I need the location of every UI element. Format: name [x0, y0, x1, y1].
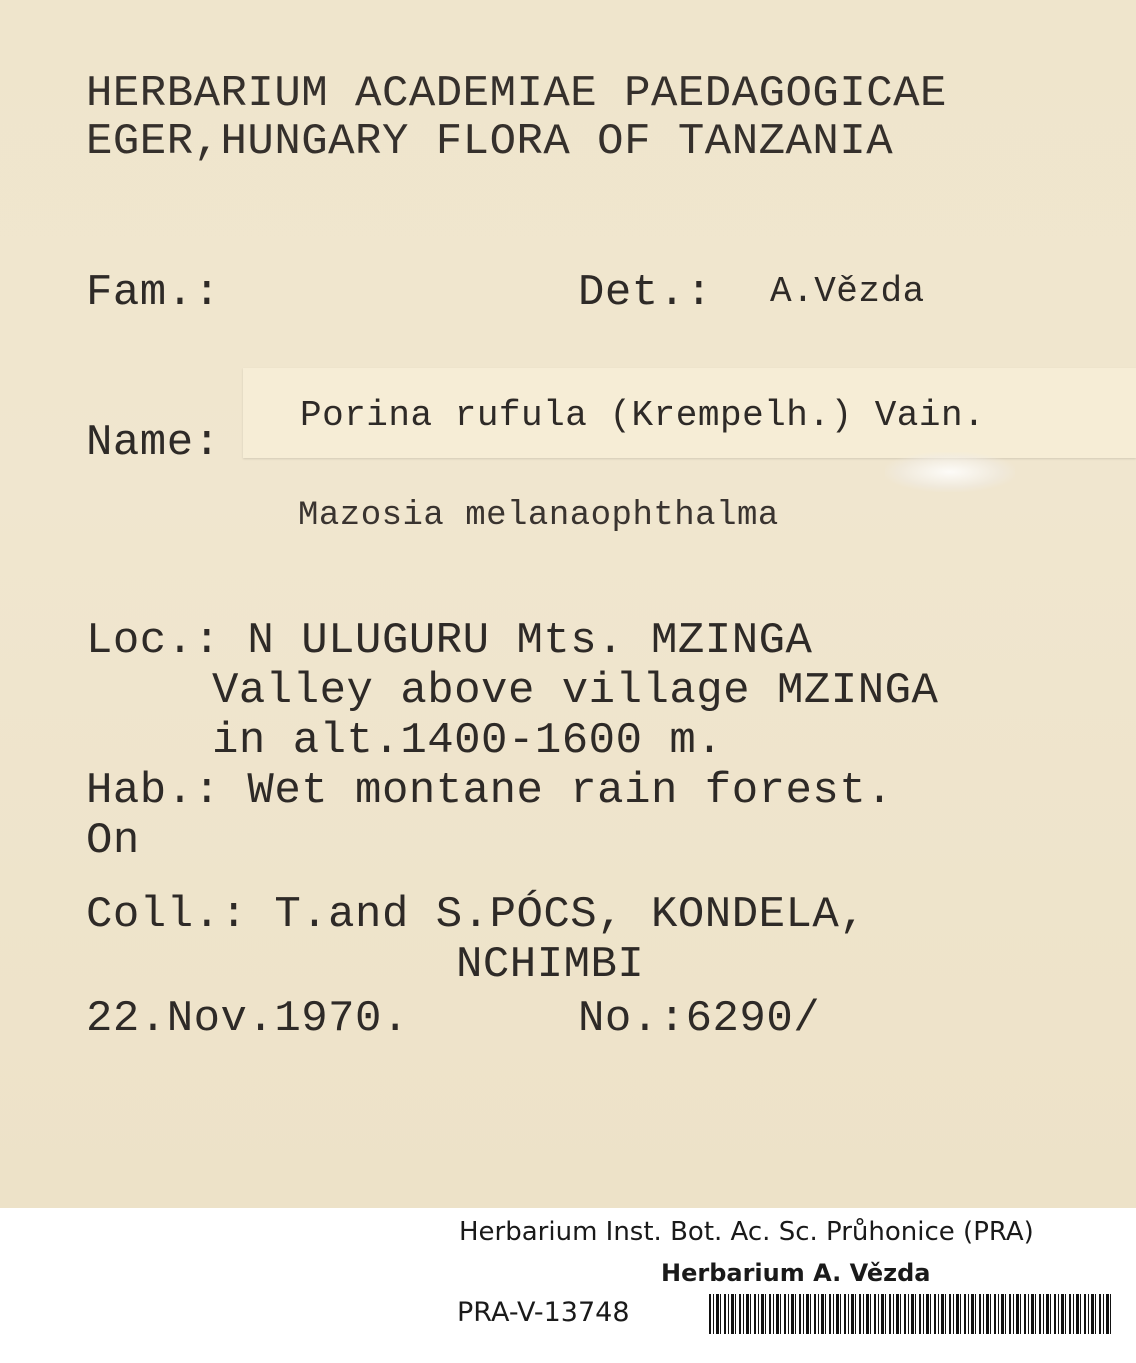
hab-line: Hab.: Wet montane rain forest. — [86, 766, 894, 816]
coll-line-1: Coll.: T.and S.PÓCS, KONDELA, — [86, 890, 867, 940]
collection-number: No.:6290/ — [578, 994, 821, 1044]
synonym: Mazosia melanaophthalma — [298, 497, 779, 535]
name-value: Porina rufula (Krempelh.) Vain. — [300, 395, 986, 436]
on-line: On — [86, 816, 140, 866]
coll-line-2: NCHIMBI — [456, 940, 645, 990]
loc-line-3: in alt.1400-1600 m. — [212, 716, 724, 766]
header-line-1: HERBARIUM ACADEMIAE PAEDAGOGICAE — [86, 69, 947, 119]
header-line-2: EGER,HUNGARY FLORA OF TANZANIA — [86, 117, 894, 167]
loc-line-1: Loc.: N ULUGURU Mts. MZINGA — [86, 616, 813, 666]
det-value: A.Vězda — [770, 271, 925, 312]
correction-smudge — [885, 452, 1015, 492]
name-label: Name: — [86, 418, 221, 468]
collection-name: Herbarium A. Vězda — [661, 1259, 931, 1287]
catalog-id: PRA-V-13748 — [457, 1297, 630, 1328]
fam-label: Fam.: — [86, 268, 221, 318]
barcode — [709, 1294, 1114, 1334]
institution-name: Herbarium Inst. Bot. Ac. Sc. Průhonice (PRA) — [459, 1217, 1034, 1247]
loc-line-2: Valley above village MZINGA — [212, 666, 939, 716]
herbarium-footer — [443, 1208, 1136, 1363]
det-label: Det.: — [578, 268, 713, 318]
collection-date: 22.Nov.1970. — [86, 994, 409, 1044]
